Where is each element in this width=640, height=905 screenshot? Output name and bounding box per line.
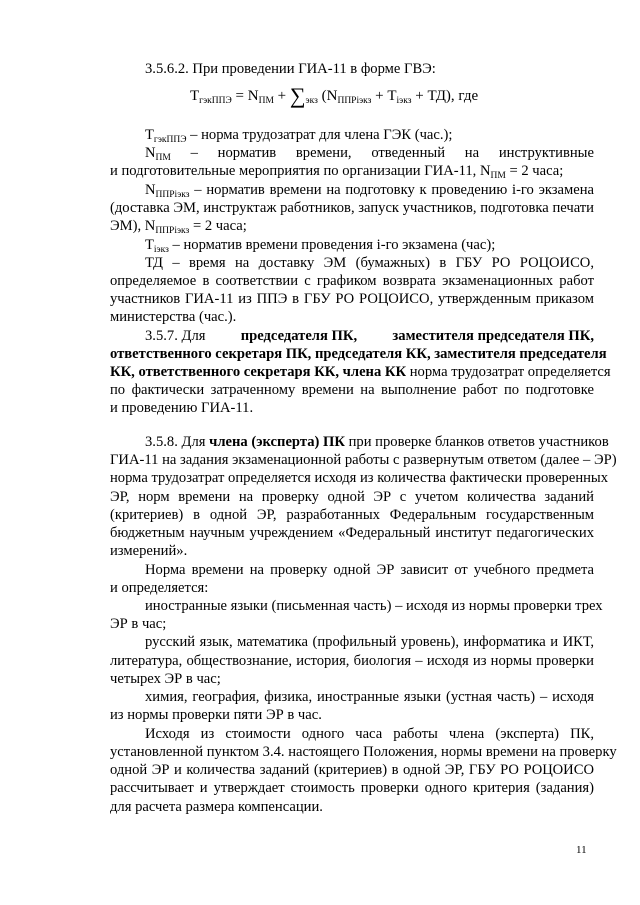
item-foreign-written-line1: иностранные языки (письменная часть) – исходя из нормы проверки трех: [145, 598, 603, 614]
norm-paragraph-line1: Норма времени на проверку одной ЭР зависит от учебного предмета: [145, 562, 594, 578]
section-358-line3: норма трудозатрат определяется исходя из количества фактически проверенных: [110, 470, 609, 486]
formula-symbol: + T: [375, 88, 397, 104]
def-n-pm-line1: $N_{ПМ}$ – норматив времени, отведенный на инструктивные: [145, 145, 594, 163]
def-n-ppr-line3: ЭМ), $N_{ППРiэкз} = 2$ часа;: [110, 218, 247, 236]
section-3562-heading: 3.5.6.2. При проведении ГИА-11 в форме ГВЭ:: [145, 61, 436, 77]
item-chemistry-line2: из нормы проверки пяти ЭР в час.: [110, 707, 322, 723]
item-russian-line3: четырех ЭР в час;: [110, 671, 221, 687]
norm-paragraph-line2: и определяется:: [110, 580, 209, 596]
formula-subscript: iэкз: [396, 96, 412, 106]
formula-subscript: ППРiэкз: [337, 96, 372, 106]
formula-tail: + ТД), где: [415, 88, 479, 104]
section-357-line2: ответственного секретаря ПК, председателя КК, заместителя председателя: [110, 346, 607, 362]
cost-paragraph-line5: для расчета размера компенсации.: [110, 799, 323, 815]
formula: [190, 83, 479, 108]
section-357-line4: по фактически затраченному времени на выполнение работ по подготовке: [110, 382, 594, 398]
formula-plus: +: [277, 88, 287, 104]
formula-symbol: T: [190, 88, 200, 104]
section-357-line5: и проведению ГИА-11.: [110, 400, 254, 416]
cost-paragraph-line2: установленной пунктом 3.4. настоящего Положения, нормы времени на проверку: [110, 744, 617, 760]
section-357-line3: КК, ответственного секретаря КК, члена КК норма трудозатрат определяется: [110, 364, 611, 380]
formula-symbol: (N: [321, 88, 338, 104]
def-t-gek: $T_{гэкППЭ}$ – норма трудозатрат для члена ГЭК (час.);: [145, 127, 453, 145]
section-358-line4: ЭР, норм времени на проверку одной ЭР с учетом количества заданий: [110, 489, 594, 505]
formula-subscript: ПМ: [258, 96, 274, 106]
cost-paragraph-line3: одной ЭР и количества заданий (критериев) в одной ЭР, ГБУ РО РОЦОИСО: [110, 762, 594, 778]
def-td-line1: ТД – время на доставку ЭМ (бумажных) в ГБУ РО РОЦОИСО,: [145, 255, 594, 271]
section-357-line1: 3.5.7. Для председателя ПК, заместителя председателя ПК,: [145, 328, 594, 344]
formula-equals: =: [235, 88, 244, 104]
item-russian-line2: литература, обществознание, история, биология – исходя из нормы проверки: [110, 653, 594, 669]
formula-subscript: гэкППЭ: [199, 96, 232, 106]
item-foreign-written-line2: ЭР в час;: [110, 616, 167, 632]
def-td-line2: определяемое в соответствии с графиком возврата экзаменационных работ: [110, 273, 594, 289]
section-358-line7: измерений».: [110, 543, 188, 559]
def-td-line4: министерства (час.).: [110, 309, 237, 325]
item-russian-line1: русский язык, математика (профильный уровень), информатика и ИКТ,: [145, 634, 594, 650]
def-n-pm-line2: и подготовительные мероприятия по организации ГИА-11, $N_{ПМ} = 2$ часа;: [110, 163, 564, 181]
section-358-line5: (критериев) в одной ЭР, разработанных Федеральным государственным: [110, 507, 594, 523]
def-n-ppr-line2: (доставка ЭМ, инструктаж работников, запуск участников, подготовка печати: [110, 200, 594, 216]
section-358-line2: ГИА-11 на задания экзаменационной работы с развернутым ответом (далее – ЭР): [110, 452, 617, 468]
page-number: 11: [576, 844, 587, 856]
section-358-line1: 3.5.8. Для члена (эксперта) ПК при проверке бланков ответов участников: [145, 434, 609, 450]
sigma-icon: ∑: [289, 83, 306, 108]
def-n-ppr-line1: $N_{ППРiэкз}$ – норматив времени на подготовку к проведению i-го экзамена: [145, 182, 595, 200]
item-chemistry-line1: химия, география, физика, иностранные языки (устная часть) – исходя: [145, 689, 594, 705]
formula-symbol: N: [247, 88, 259, 104]
def-td-line3: участников ГИА-11 из ППЭ в ГБУ РО РОЦОИСО, утвержденным приказом: [110, 291, 594, 307]
section-358-line6: бюджетным научным учреждением «Федеральный институт педагогических: [110, 525, 594, 541]
def-t-iekz: $T_{iэкз}$ – норматив времени проведения i-го экзамена (час);: [145, 237, 496, 255]
formula-subscript: экз: [305, 96, 318, 106]
cost-paragraph-line1: Исходя из стоимости одного часа работы члена (эксперта) ПК,: [145, 726, 594, 742]
cost-paragraph-line4: рассчитывает и утверждает стоимость проверки одного критерия (задания): [110, 780, 594, 796]
